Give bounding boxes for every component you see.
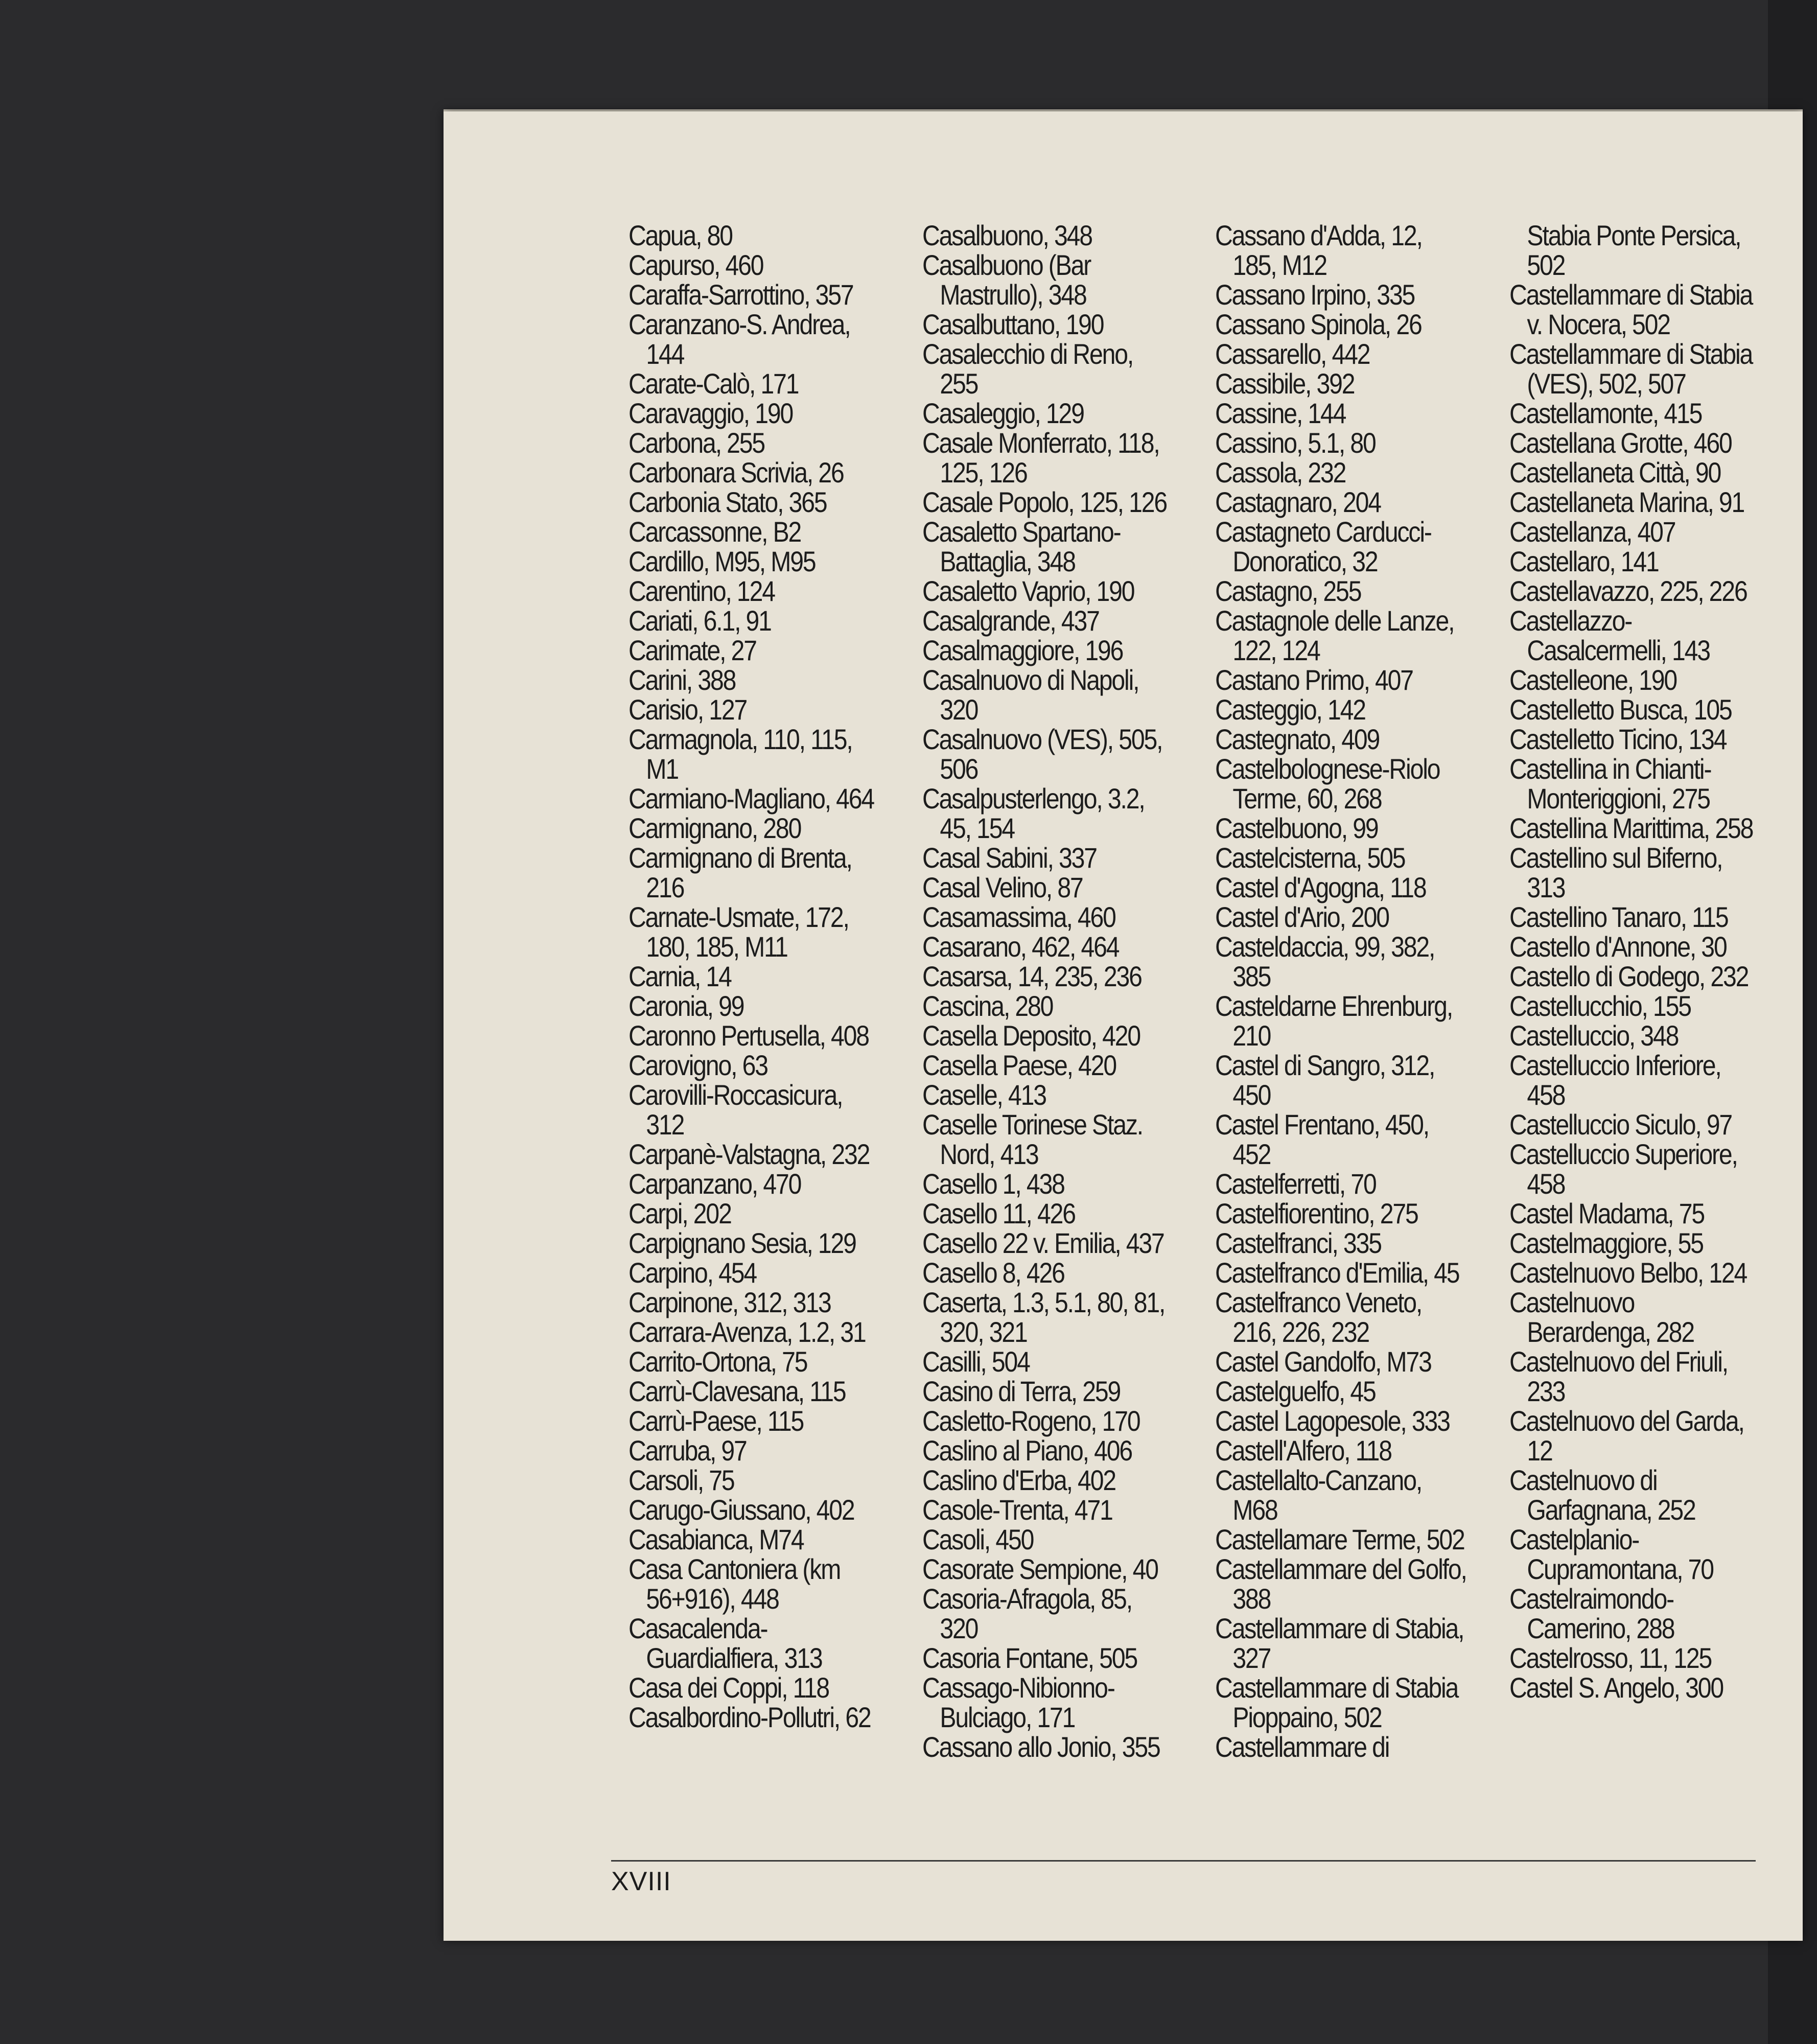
index-entry: Castelletto Ticino, 134 [1509,723,1727,755]
index-entry: Castelfranco Veneto, 216, 226, 232 [1215,1286,1422,1348]
index-entry: Casarsa, 14, 235, 236 [922,960,1142,992]
index-entry: Carpinone, 312, 313 [628,1286,831,1318]
index-entry: Casacalenda-Guardialfiera, 313 [628,1612,822,1674]
index-entry: Cassibile, 392 [1215,367,1355,400]
index-entry: Casal Velino, 87 [922,871,1083,903]
index-entry: Castellana Grotte, 460 [1509,427,1732,459]
index-entry: Casamassima, 460 [922,901,1115,933]
index-entry: Castelluccio Siculo, 97 [1509,1108,1732,1141]
index-entry: Caselle Torinese Staz. Nord, 413 [922,1108,1143,1170]
index-entry: Castel d'Ario, 200 [1215,901,1389,933]
index-column-3 [1215,221,1468,1762]
index-entry: Casale Monferrato, 118, 125, 126 [922,427,1159,489]
index-entry: Castellammare di Stabia, 327 [1215,1612,1464,1674]
index-entry: Cascina, 280 [922,990,1053,1022]
index-entry: Carugo-Giussano, 402 [628,1494,854,1526]
index-entry: Capurso, 460 [628,249,763,281]
index-entry: Carmignano di Brenta, 216 [628,842,852,903]
index-entry: Castellucchio, 155 [1509,990,1691,1022]
index-entry: Casalbuono (Bar Mastrullo), 348 [922,249,1091,311]
index-entry: Castagno, 255 [1215,575,1361,607]
index-entry: Castelluccio Inferiore, 458 [1509,1049,1721,1111]
index-entry: Casello 22 v. Emilia, 437 [922,1227,1164,1259]
index-entry: Carentino, 124 [628,575,775,607]
index-entry: Castelnuovo Belbo, 124 [1509,1257,1747,1289]
index-entry: Stabia Ponte Persica, 502 [1527,219,1741,281]
index-entry: Casino di Terra, 259 [922,1375,1121,1407]
index-entry: Cassine, 144 [1215,397,1346,429]
index-entry: Castelfranco d'Emilia, 45 [1215,1257,1459,1289]
index-entry: Carsoli, 75 [628,1464,734,1496]
index-entry: Casteldaccia, 99, 382, 385 [1215,931,1435,992]
index-entry: Casoria-Afragola, 85, 320 [922,1583,1132,1644]
index-entry: Casteldarne Ehrenburg, 210 [1215,990,1453,1052]
index-entry: Cariati, 6.1, 91 [628,605,771,637]
index-entry: Castelrosso, 11, 125 [1509,1642,1712,1674]
index-entry: Casarano, 462, 464 [922,931,1119,963]
index-entry: Castel di Sangro, 312, 450 [1215,1049,1435,1111]
index-entry: Caslino al Piano, 406 [922,1434,1132,1467]
index-entry: Carnate-Usmate, 172, 180, 185, M11 [628,901,849,963]
index-entry: Castellina Marittima, 258 [1509,812,1753,844]
index-entry: Casteggio, 142 [1215,693,1365,726]
index-entry: Castellino Tanaro, 115 [1509,901,1728,933]
index-entry: Castel d'Agogna, 118 [1215,871,1426,903]
index-entry: Castellino sul Biferno, 313 [1509,842,1722,903]
index-entry: Carbonara Scrivia, 26 [628,456,844,489]
index-entry: Caronno Pertusella, 408 [628,1019,869,1052]
index-entry: Carpignano Sesia, 129 [628,1227,856,1259]
index-entry: Casello 8, 426 [922,1257,1064,1289]
index-entry: Casella Deposito, 420 [922,1019,1140,1052]
index-entry: Casalnuovo di Napoli, 320 [922,664,1139,726]
index-entry: Castelmaggiore, 55 [1509,1227,1703,1259]
index-entry: Casorate Sempione, 40 [922,1553,1158,1585]
index-entry: Cassano allo Jonio, 355 [922,1731,1160,1763]
index-entry: Cassola, 232 [1215,456,1346,489]
index-entry: Casaleggio, 129 [922,397,1084,429]
index-entry: Castellaneta Città, 90 [1509,456,1721,489]
index-entry: Carrara-Avenza, 1.2, 31 [628,1316,866,1348]
index-entry: Carrù-Paese, 115 [628,1405,804,1437]
index-entry: Castellavazzo, 225, 226 [1509,575,1747,607]
index-entry: Caronia, 99 [628,990,744,1022]
index-entry: Castelraimondo-Camerino, 288 [1509,1583,1674,1644]
index-entry: Castel Frentano, 450, 452 [1215,1108,1429,1170]
index-entry: Castel Gandolfo, M73 [1215,1345,1431,1378]
index-entry: Castelnuovo di Garfagnana, 252 [1509,1464,1695,1526]
index-entry: Castellaneta Marina, 91 [1509,486,1744,518]
index-entry: Carpanè-Valstagna, 232 [628,1138,870,1170]
index-column-2 [922,221,1175,1762]
index-entry: Castelletto Busca, 105 [1509,693,1732,726]
index-entry: Casalbordino-Pollutri, 62 [628,1701,871,1733]
index-column-1 [628,221,881,1732]
index-entry: Carmignano, 280 [628,812,801,844]
index-entry: Castelnuovo del Garda, 12 [1509,1405,1744,1467]
index-entry: Carcassonne, B2 [628,516,801,548]
index-entry: Casoria Fontane, 505 [922,1642,1137,1674]
index-entry: Castagnaro, 204 [1215,486,1381,518]
index-entry: Castelluccio Superiore, 458 [1509,1138,1737,1200]
index-entry: Castellalto-Canzano, M68 [1215,1464,1422,1526]
footer-rule [611,1860,1756,1862]
index-entry: Castellanza, 407 [1509,516,1675,548]
index-entry: Cassago-Nibionno-Bulciago, 171 [922,1671,1114,1733]
index-entry: Casale Popolo, 125, 126 [922,486,1167,518]
index-entry: Casletto-Rogeno, 170 [922,1405,1140,1437]
index-entry: Casaletto Spartano-Battaglia, 348 [922,516,1121,577]
index-entry: Carpino, 454 [628,1257,756,1289]
index-entry: Castagnole delle Lanze, 122, 124 [1215,605,1454,666]
index-entry: Casabianca, M74 [628,1523,804,1555]
index-entry: Castano Primo, 407 [1215,664,1413,696]
index-entry: Castelnuovo del Friuli, 233 [1509,1345,1728,1407]
index-entry: Caravaggio, 190 [628,397,793,429]
index-entry: Castegnato, 409 [1215,723,1380,755]
index-entry: Carrù-Clavesana, 115 [628,1375,846,1407]
index-entry: Castelguelfo, 45 [1215,1375,1376,1407]
index-entry: Carbonia Stato, 365 [628,486,827,518]
index-entry: Castagneto Carducci-Donoratico, 32 [1215,516,1431,577]
index-entry: Carrito-Ortona, 75 [628,1345,807,1378]
index-entry: Castelfiorentino, 275 [1215,1197,1418,1229]
index-entry: Caraffa-Sarrottino, 357 [628,278,853,311]
index-entry: Casole-Trenta, 471 [922,1494,1112,1526]
page-number: XVIII [611,1867,671,1896]
index-entry: Casalmaggiore, 196 [922,634,1123,666]
index-entry: Castel Madama, 75 [1509,1197,1705,1229]
index-entry: Carini, 388 [628,664,736,696]
index-entry: Casa dei Coppi, 118 [628,1671,829,1704]
index-entry: Caslino d'Erba, 402 [922,1464,1115,1496]
index-entry: Carpanzano, 470 [628,1168,801,1200]
index-entry: Casalgrande, 437 [922,605,1099,637]
index-entry: Casoli, 450 [922,1523,1034,1555]
index-entry: Casaletto Vaprio, 190 [922,575,1134,607]
index-entry: Casilli, 504 [922,1345,1030,1378]
index-entry: Castellamare Terme, 502 [1215,1523,1464,1555]
index-entry: Carruba, 97 [628,1434,747,1467]
index-entry: Caranzano-S. Andrea, 144 [628,308,850,370]
index-entry: Carovilli-Roccasicura, 312 [628,1079,843,1141]
index-entry: Carnia, 14 [628,960,731,992]
index-entry: Casalnuovo (VES), 505, 506 [922,723,1162,785]
index-entry: Carate-Calò, 171 [628,367,799,400]
index-entry: Casella Paese, 420 [922,1049,1116,1081]
index-entry: Castelferretti, 70 [1215,1168,1376,1200]
index-entry: Castello d'Annone, 30 [1509,931,1727,963]
index-entry: Castellammare di Stabia Pioppaino, 502 [1215,1671,1458,1733]
index-entry: Castelplanio-Cupramontana, 70 [1509,1523,1713,1585]
index-entry: Carpi, 202 [628,1197,731,1229]
index-entry: Casello 11, 426 [922,1197,1075,1229]
index-entry: Castellaro, 141 [1509,545,1659,577]
index-entry: Castellammare di [1215,1731,1389,1763]
index-entry: Castello di Godego, 232 [1509,960,1749,992]
index-entry: Casalbuttano, 190 [922,308,1104,340]
index-entry: Castel S. Angelo, 300 [1509,1671,1723,1704]
index-entry: Castelfranci, 335 [1215,1227,1381,1259]
index-entry: Cardillo, M95, M95 [628,545,816,577]
index-entry: Castelbuono, 99 [1215,812,1378,844]
index-entry: Capua, 80 [628,219,732,251]
index-entry: Castellammare di Stabia (VES), 502, 507 [1509,338,1753,400]
index-entry: Casa Cantoniera (km 56+916), 448 [628,1553,841,1615]
index-entry: Castelluccio, 348 [1509,1019,1679,1052]
index-entry: Caserta, 1.3, 5.1, 80, 81, 320, 321 [922,1286,1165,1348]
index-entry: Carisio, 127 [628,693,747,726]
index-entry: Castel Lagopesole, 333 [1215,1405,1450,1437]
index-entry: Casalpusterlengo, 3.2, 45, 154 [922,782,1145,844]
index-column-4 [1509,221,1762,1703]
index-entry: Casalecchio di Reno, 255 [922,338,1133,400]
index-entry: Castelcisterna, 505 [1215,842,1405,874]
index-entry: Caselle, 413 [922,1079,1046,1111]
index-entry: Carmiano-Magliano, 464 [628,782,874,815]
index-entry: Castellazzo-Casalcermelli, 143 [1509,605,1710,666]
index-entry: Carovigno, 63 [628,1049,767,1081]
index-entry: Cassino, 5.1, 80 [1215,427,1376,459]
index-entry: Carmagnola, 110, 115, M1 [628,723,852,785]
index-entry: Castellamonte, 415 [1509,397,1702,429]
index-entry: Castelnuovo Berardenga, 282 [1509,1286,1694,1348]
index-entry: Carbona, 255 [628,427,765,459]
index-entry: Cassano d'Adda, 12, 185, M12 [1215,219,1422,281]
index-entry: Casello 1, 438 [922,1168,1064,1200]
index-entry: Carimate, 27 [628,634,756,666]
index-entry: Cassano Spinola, 26 [1215,308,1422,340]
index-entry: Castellina in Chianti-Monteriggioni, 275 [1509,753,1711,815]
index-entry: Castelbolognese-Riolo Terme, 60, 268 [1215,753,1440,815]
index-entry: Cassano Irpino, 335 [1215,278,1415,311]
index-entry: Castell'Alfero, 118 [1215,1434,1391,1467]
index-entry: Castelleone, 190 [1509,664,1677,696]
index-entry: Casal Sabini, 337 [922,842,1097,874]
index-entry: Cassarello, 442 [1215,338,1370,370]
index-entry: Casalbuono, 348 [922,219,1092,251]
index-entry: Castellammare di Stabia v. Nocera, 502 [1509,278,1753,340]
index-entry: Castellammare del Golfo, 388 [1215,1553,1466,1615]
